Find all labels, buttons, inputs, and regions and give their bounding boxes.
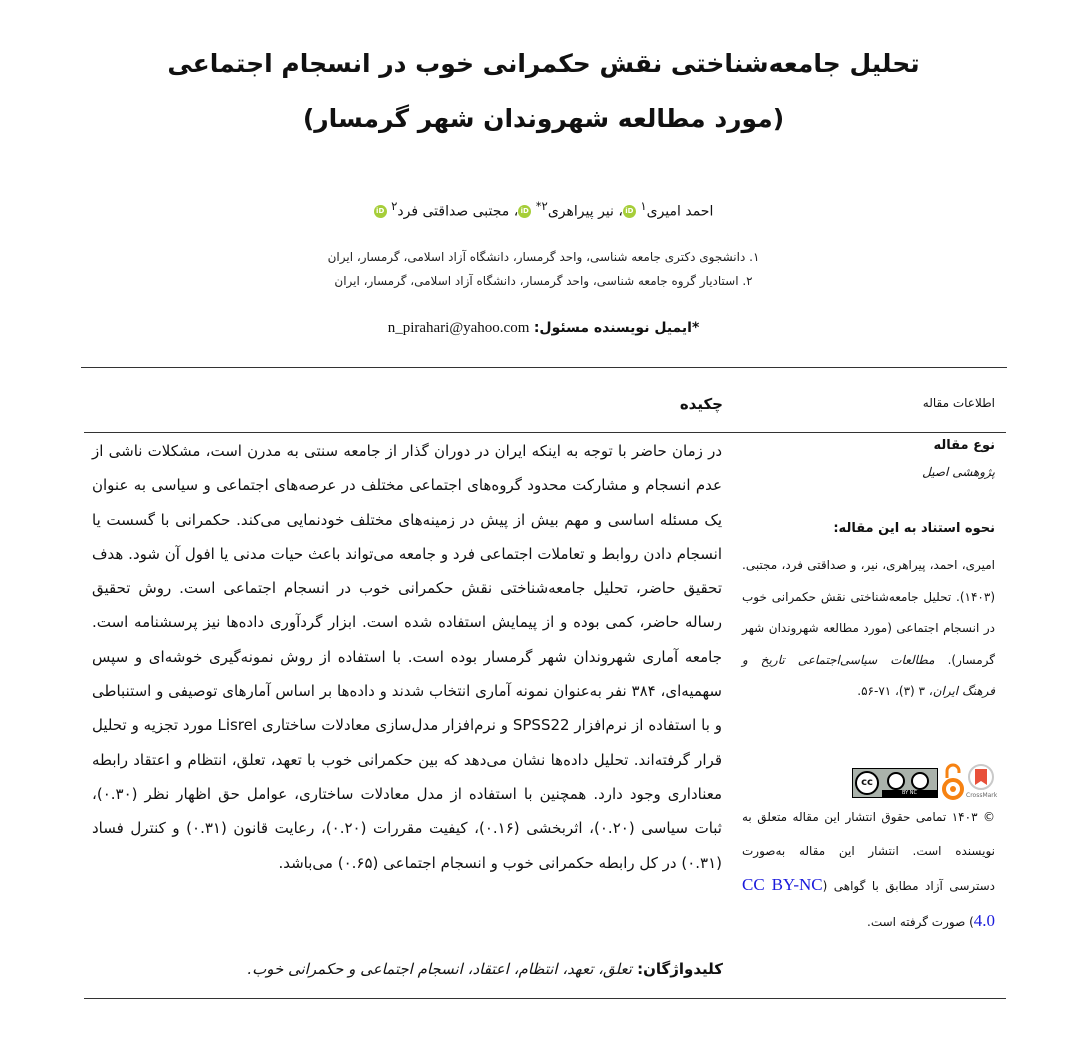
- abstract-body: در زمان حاضر با توجه به اینکه ایران در دوران گذار از جامعه سنتی به مدرن است، مشکلات ناشی از عدم انسجام و مشارکت محدود گروه‌های اجتماعی مختلف در عرصه‌های اجتماعی و سیاسی به عنوان یک مسئله اساسی و مهم بیش از پیش در زمینه‌های مختلف خودنمایی می‌کند. حکمرانی با گسست یا انسجام دادن روابط و تعاملات اجتماعی فرد و جامعه می‌تواند باعث حیات مدنی یا افول آن شود. هدف تحقیق حاضر، تحلیل جامعه‌شناختی نقش حکمرانی خوب در انسجام اجتماعی است. روش تحقیق رساله حاضر، کمی بوده و از پیمایش استفاده شده است. ابزار گردآوری داده‌ها نیز پرسشنامه است. جامعه آماری شهروندان شهر گرمسار بوده است. با استفاده از روش نمونه‌گیری خوشه‌ای و سپس سهمیه‌ای، ۳۸۴ نفر به‌عنوان نمونه آماری انتخاب شدند و داده‌ها بر اساس آمارهای توصیفی و استنباطی و با استفاده از نرم‌افزار SPSS22 و نرم‌افزار مدل‌سازی معادلات ساختاری Lisrel مورد تجزیه و تحلیل قرار گرفته‌اند. تحلیل داده‌ها نشان می‌دهد که بین حکمرانی خوب با تعهد، تعلق، انتظام و اعتقاد رابطه معناداری وجود دارد. همچنین با استفاده از مدل معادلات ساختاری، عوامل حق اظهار نظر (۰.۳۰)، ثبات سیاسی (۰.۲۰)، اثربخشی (۰.۱۶)، کیفیت مقررات (۰.۲۰)، رعایت قانون (۰.۳۱) و کنترل فساد (۰.۳۱) در کل رابطه حکمرانی خوب و انسجام اجتماعی (۰.۶۵) می‌باشد.: [92, 442, 722, 872]
- citation-journal: مطالعات سیاسی‌اجتماعی تاریخ و فرهنگ ایران: [742, 652, 995, 698]
- author-list: [0, 199, 1087, 220]
- citation-main: امیری، احمد، پیراهری، نیر، و صداقتی فرد، مجتبی. (۱۴۰۳). تحلیل جامعه‌شناختی نقش حکمرانی خوب در انسجام اجتماعی (مورد مطالعه شهروندان شهر گرمسار).: [742, 558, 995, 667]
- keywords-label: کلیدواژگان:: [631, 960, 723, 978]
- bottom-rule: [84, 998, 1006, 999]
- paper-title: [0, 36, 1087, 146]
- article-type-label: نوع مقاله: [933, 438, 995, 453]
- copyright-notice: [742, 801, 995, 939]
- citation-text: [742, 550, 995, 708]
- orcid-icon[interactable]: iD: [374, 205, 387, 218]
- orcid-icon[interactable]: iD: [623, 205, 636, 218]
- abstract-heading: چکیده: [679, 395, 723, 413]
- title-line-2: (مورد مطالعه شهروندان شهر گرمسار): [302, 104, 785, 133]
- author-1-affil: ۱: [640, 199, 647, 213]
- citation-label: نحوه استناد به این مقاله:: [833, 521, 995, 536]
- email-label: *ایمیل نویسنده مسئول:: [533, 320, 700, 336]
- corresponding-email: [0, 320, 1087, 337]
- crossmark-icon[interactable]: [968, 764, 994, 790]
- email-address[interactable]: n_pirahari@yahoo.com: [387, 320, 530, 336]
- keywords-value: تعلق، تعهد، انتظام، اعتقاد، انسجام اجتماعی و حکمرانی خوب.: [247, 960, 632, 978]
- cc-by-nc-badge[interactable]: [852, 768, 938, 798]
- article-type-value: پژوهشی اصیل: [922, 465, 995, 479]
- affiliation-1: ۱. دانشجوی دکتری جامعه شناسی، واحد گرمسار، دانشگاه آزاد اسلامی، گرمسار، ایران: [327, 250, 760, 264]
- author-1: احمد امیری: [646, 203, 714, 220]
- affiliation-2: ۲. استادیار گروه جامعه شناسی، واحد گرمسار، دانشگاه آزاد اسلامی، گرمسار، ایران: [334, 274, 753, 288]
- nc-icon: [911, 772, 929, 790]
- cc-bar-text: BY NC: [882, 790, 937, 797]
- author-3: مجتبی صداقتی فرد: [397, 203, 510, 220]
- keywords: [247, 960, 723, 978]
- top-rule: [81, 367, 1007, 368]
- license-link[interactable]: CC BY-NC 4.0: [742, 875, 995, 930]
- author-separator: ،: [613, 203, 623, 220]
- copyright-tail: ) صورت گرفته است.: [867, 914, 974, 929]
- author-2-affil: ۲*: [535, 199, 548, 213]
- copyright-text: © ۱۴۰۳ تمامی حقوق انتشار این مقاله متعلق به نویسنده است. انتشار این مقاله به‌صورت دسترسی آزاد مطابق با گواهی (: [742, 810, 996, 893]
- article-info-heading: اطلاعات مقاله: [922, 396, 995, 410]
- cc-icon: cc: [855, 771, 879, 795]
- author-3-affil: ۲: [391, 199, 398, 213]
- author-2: نیر پیراهری: [547, 203, 614, 220]
- open-access-icon: [942, 762, 964, 802]
- by-icon: [887, 772, 905, 790]
- abstract-rule: [84, 432, 1006, 433]
- author-separator: ،: [509, 203, 519, 220]
- citation-tail: ، ۳ (۳)، ۷۱-۵۶.: [857, 684, 933, 698]
- title-line-1: تحلیل جامعه‌شناختی نقش حکمرانی خوب در انسجام اجتماعی: [167, 49, 920, 78]
- orcid-icon[interactable]: iD: [518, 205, 531, 218]
- license-badges: [852, 762, 997, 802]
- crossmark-label: CrossMark: [966, 792, 998, 799]
- article-type: [742, 438, 995, 479]
